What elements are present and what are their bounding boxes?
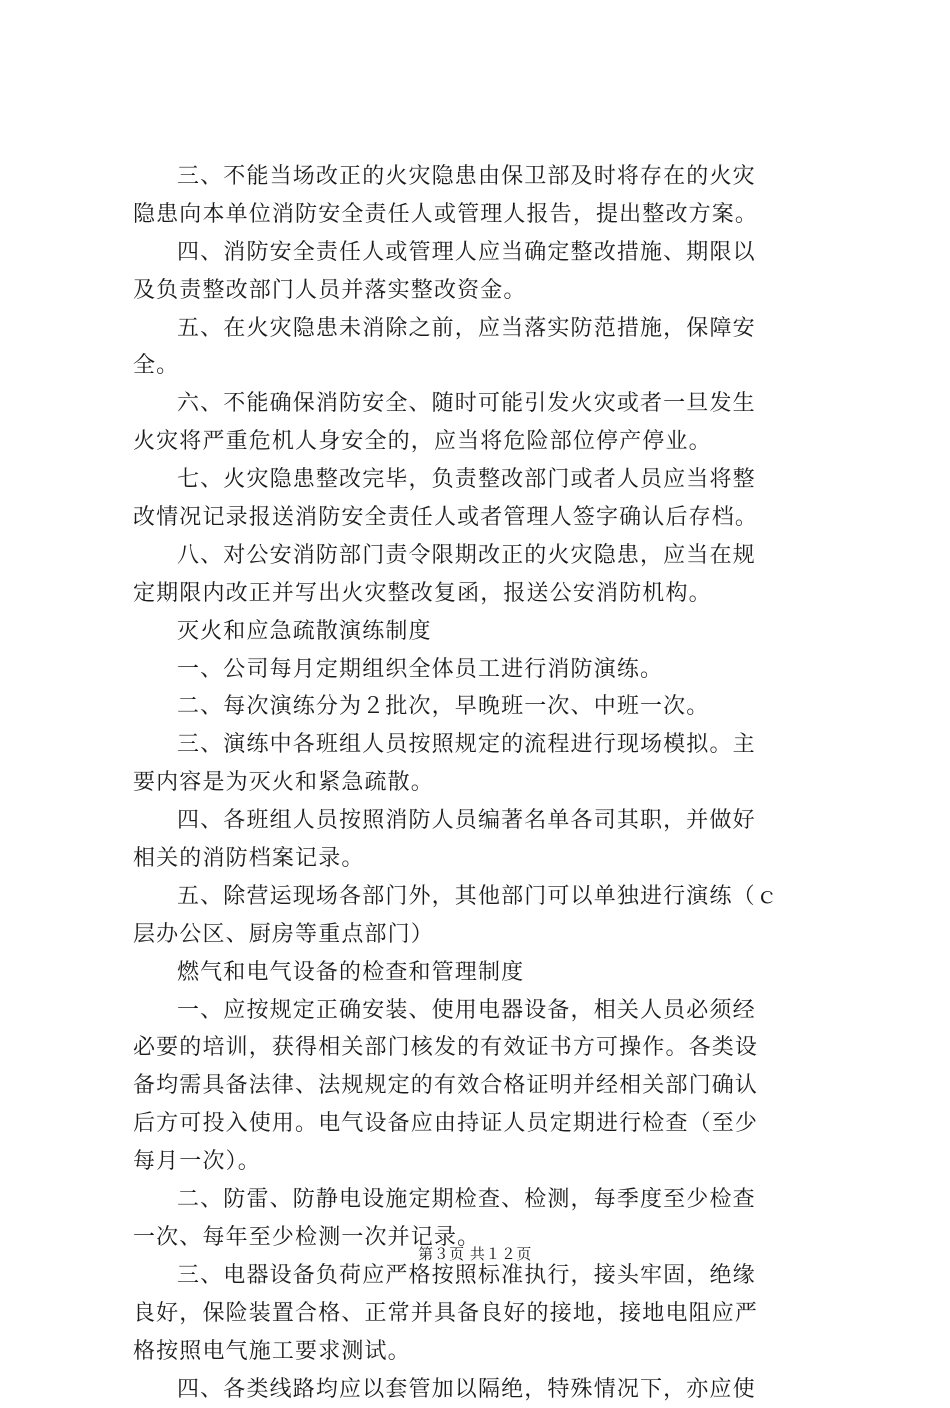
text-line: 每月一次）。 [133, 1143, 833, 1181]
text-line: 相关的消防档案记录。 [133, 840, 833, 878]
text-line: 及负责整改部门人员并落实整改资金。 [133, 272, 833, 310]
text-line: 格按照电气施工要求测试。 [133, 1333, 833, 1371]
text-line: 燃气和电气设备的检查和管理制度 [133, 954, 833, 992]
text-line: 四、各类线路均应以套管加以隔绝，特殊情况下，亦应使 [133, 1371, 833, 1408]
text-line: 六、不能确保消防安全、随时可能引发火灾或者一旦发生 [133, 385, 833, 423]
text-line: 改情况记录报送消防安全责任人或者管理人签字确认后存档。 [133, 499, 833, 537]
text-line: 四、各班组人员按照消防人员编著名单各司其职，并做好 [133, 802, 833, 840]
text-line: 必要的培训，获得相关部门核发的有效证书方可操作。各类设 [133, 1029, 833, 1067]
text-line: 定期限内改正并写出火灾整改复函，报送公安消防机构。 [133, 575, 833, 613]
text-line: 八、对公安消防部门责令限期改正的火灾隐患，应当在规 [133, 537, 833, 575]
document-body [133, 158, 833, 1408]
text-line: 全。 [133, 347, 833, 385]
text-line: 三、电器设备负荷应严格按照标准执行，接头牢固，绝缘 [133, 1257, 833, 1295]
text-line: 二、每次演练分为２批次，早晚班一次、中班一次。 [133, 688, 833, 726]
text-line: 三、演练中各班组人员按照规定的流程进行现场模拟。主 [133, 726, 833, 764]
text-line: 层办公区、厨房等重点部门） [133, 916, 833, 954]
text-line: 四、消防安全责任人或管理人应当确定整改措施、期限以 [133, 234, 833, 272]
text-line: 良好，保险装置合格、正常并具备良好的接地，接地电阻应严 [133, 1295, 833, 1333]
text-line: 隐患向本单位消防安全责任人或管理人报告，提出整改方案。 [133, 196, 833, 234]
text-line: 二、防雷、防静电设施定期检查、检测，每季度至少检查 [133, 1181, 833, 1219]
text-line: 灭火和应急疏散演练制度 [133, 613, 833, 651]
text-line: 三、不能当场改正的火灾隐患由保卫部及时将存在的火灾 [133, 158, 833, 196]
text-line: 五、在火灾隐患未消除之前，应当落实防范措施，保障安 [133, 310, 833, 348]
text-line: 七、火灾隐患整改完毕，负责整改部门或者人员应当将整 [133, 461, 833, 499]
text-line: 一次、每年至少检测一次并记录。 [133, 1219, 833, 1257]
page-footer: 第３页 共１２页 [0, 1244, 950, 1264]
text-line: 要内容是为灭火和紧急疏散。 [133, 764, 833, 802]
text-line: 一、应按规定正确安装、使用电器设备，相关人员必须经 [133, 992, 833, 1030]
text-line: 后方可投入使用。电气设备应由持证人员定期进行检查（至少 [133, 1105, 833, 1143]
text-line: 一、公司每月定期组织全体员工进行消防演练。 [133, 651, 833, 689]
text-line: 备均需具备法律、法规规定的有效合格证明并经相关部门确认 [133, 1067, 833, 1105]
text-line: 火灾将严重危机人身安全的，应当将危险部位停产停业。 [133, 423, 833, 461]
text-line: 五、除营运现场各部门外，其他部门可以单独进行演练（ｃ [133, 878, 833, 916]
